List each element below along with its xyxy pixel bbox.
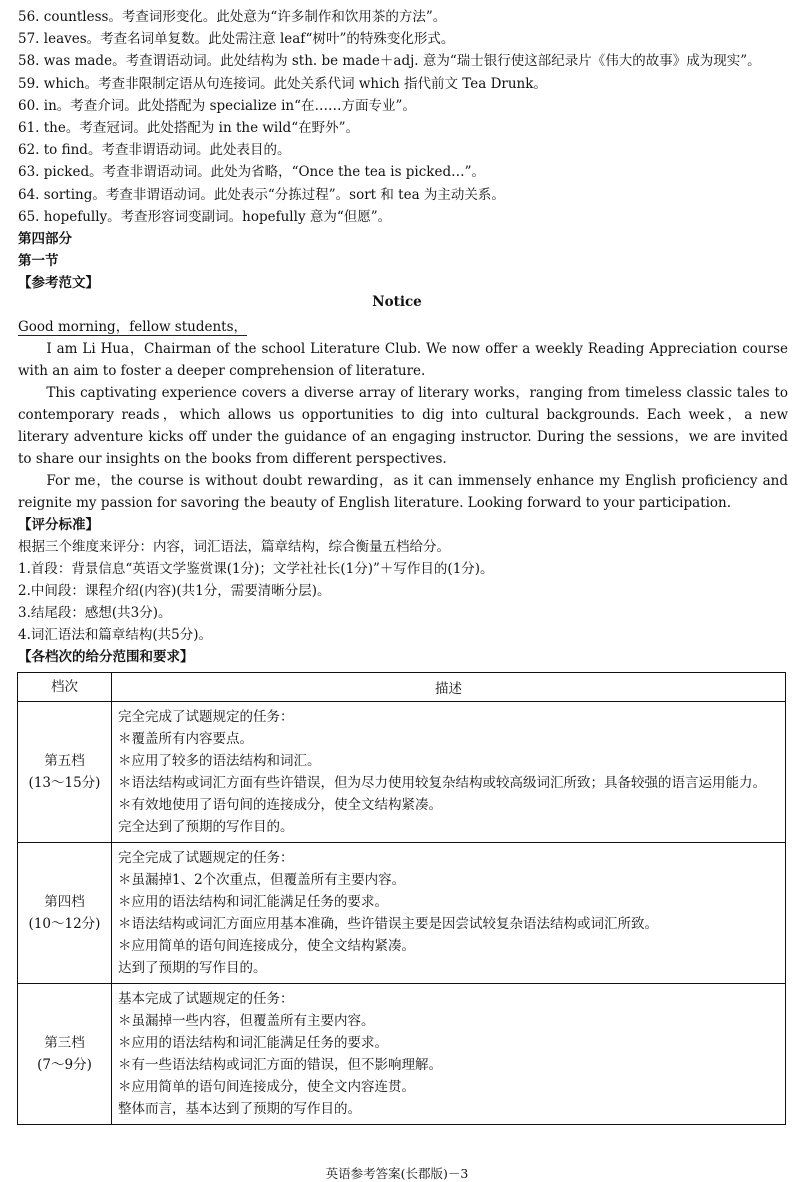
criteria-heading: 【评分标准】 [18,517,99,533]
essay-greeting: Good morning，fellow students， [18,319,248,335]
criteria-line: 3.结尾段：感想(共3分)。 [18,605,172,621]
description-line: 整体而言，基本达到了预期的写作目的。 [118,1101,361,1117]
scoring-criteria [18,514,788,668]
level-cell [18,843,112,984]
grading-table [17,672,786,1125]
table-row [18,843,786,984]
description-line: ＊虽漏掉一些内容，但覆盖所有主要内容。 [118,1013,375,1029]
description-line: 完全达到了预期的写作目的。 [118,819,294,835]
page-footer: 英语参考答案(长郡版)－3 [325,1166,469,1181]
description-line: ＊应用简单的语句间连接成分，使全文结构紧凑。 [118,938,415,954]
description-line: ＊虽漏掉1、2个次重点，但覆盖所有主要内容。 [118,872,406,888]
description-line: ＊语法结构或词汇方面应用基本准确，些许错误主要是因尝试较复杂语法结构或词汇所致。 [118,916,658,932]
section-title: 第一节 [18,253,59,270]
description-line: ＊语法结构或词汇方面有些许错误，但为尽力使用较复杂结构或较高级词汇所致；具备较强的语言运用能力。 [118,775,766,791]
description-cell [112,843,786,984]
description-line: ＊应用的语法结构和词汇能满足任务的要求。 [118,894,388,910]
description-line: ＊应用简单的语句间连接成分，使全文内容连贯。 [118,1079,415,1095]
level-name: 第四档 [44,894,85,910]
column-header-description: 描述 [112,673,786,702]
description-line: ＊覆盖所有内容要点。 [118,731,253,747]
criteria-line: 1.首段：背景信息“英语文学鉴赏课(1分)；文学社社长(1分)”＋写作目的(1分)。 [18,561,494,577]
answer-item: 57. leaves。考查名词单复数。此处需注意 leaf“树叶”的特殊变化形式。 [18,31,455,48]
essay-paragraph: For me，the course is without doubt rewarding，as it can immensely enhance my English proficiency and reignite my passion for savoring the beauty of English literature. Looking forward to your participation. [18,473,788,511]
answer-list [18,6,788,294]
description-line: 完全完成了试题规定的任务： [118,850,294,866]
table-header-row [18,673,786,702]
answer-item: 56. countless。考查词形变化。此处意为“许多制作和饮用茶的方法”。 [18,9,447,25]
level-cell [18,984,112,1125]
criteria-line: 2.中间段：课程介绍(内容)(共1分，需要清晰分层)。 [18,583,331,599]
description-line: 完全完成了试题规定的任务： [118,709,294,725]
essay-paragraph: I am Li Hua，Chairman of the school Literature Club. We now offer a weekly Reading Appreciation course with an aim to foster a deeper comprehension of literature. [18,341,788,379]
table-row [18,702,786,843]
answer-item: 63. picked。考查非谓语动词。此处为省略，“Once the tea is picked…”。 [18,164,486,181]
answer-item: 61. the。考查冠词。此处搭配为 in the wild“在野外”。 [18,119,359,136]
part-title: 第四部分 [18,230,72,247]
description-line: ＊有效地使用了语句间的连接成分，使全文结构紧凑。 [118,797,442,813]
sample-heading: 【参考范文】 [18,275,99,292]
table-row [18,984,786,1125]
level-cell [18,702,112,843]
level-range: (10～12分) [28,916,101,932]
table-heading: 【各档次的给分范围和要求】 [18,649,194,665]
essay-paragraph: This captivating experience covers a diverse array of literary works，ranging from timeless classic tales to contemporary reads，which allows us opportunities to dig into cultural backgrounds. Each week，a new literary adventure kicks off under the guidance of an engaging instructor. During the sessions，we are invited to share our insights on the books from different perspectives. [18,385,788,467]
description-line: 达到了预期的写作目的。 [118,960,267,976]
notice-title: Notice [372,294,422,310]
column-header-level: 档次 [18,673,112,702]
description-line: 基本完成了试题规定的任务： [118,991,294,1007]
answer-item: 59. which。考查非限制定语从句连接词。此处关系代词 which 指代前文 Tea Drunk。 [18,75,547,92]
description-cell [112,984,786,1125]
level-name: 第五档 [44,753,85,769]
answer-item: 62. to find。考查非谓语动词。此处表目的。 [18,142,291,159]
description-line: ＊应用的语法结构和词汇能满足任务的要求。 [118,1035,388,1051]
criteria-line: 4.词汇语法和篇章结构(共5分)。 [18,627,213,643]
level-range: (13～15分) [28,775,101,791]
answer-item: 65. hopefully。考查形容词变副词。hopefully 意为“但愿”。 [18,208,392,225]
answer-item: 64. sorting。考查非谓语动词。此处表示“分拣过程”。sort 和 tea 为主动关系。 [18,186,505,203]
level-name: 第三档 [44,1035,85,1051]
level-range: (7～9分) [37,1057,92,1073]
answer-item: 58. was made。考查谓语动词。此处结构为 sth. be made＋adj. 意为“瑞士银行使这部纪录片《伟大的故事》成为现实”。 [18,53,761,70]
description-line: ＊应用了较多的语法结构和词汇。 [118,753,321,769]
description-cell [112,702,786,843]
description-line: ＊有一些语法结构或词汇方面的错误，但不影响理解。 [118,1057,442,1073]
sample-essay [18,316,788,514]
answer-item: 60. in。考查介词。此处搭配为 specialize in“在……方面专业”。 [18,97,416,114]
criteria-line: 根据三个维度来评分：内容，词汇语法，篇章结构，综合衡量五档给分。 [18,539,450,555]
